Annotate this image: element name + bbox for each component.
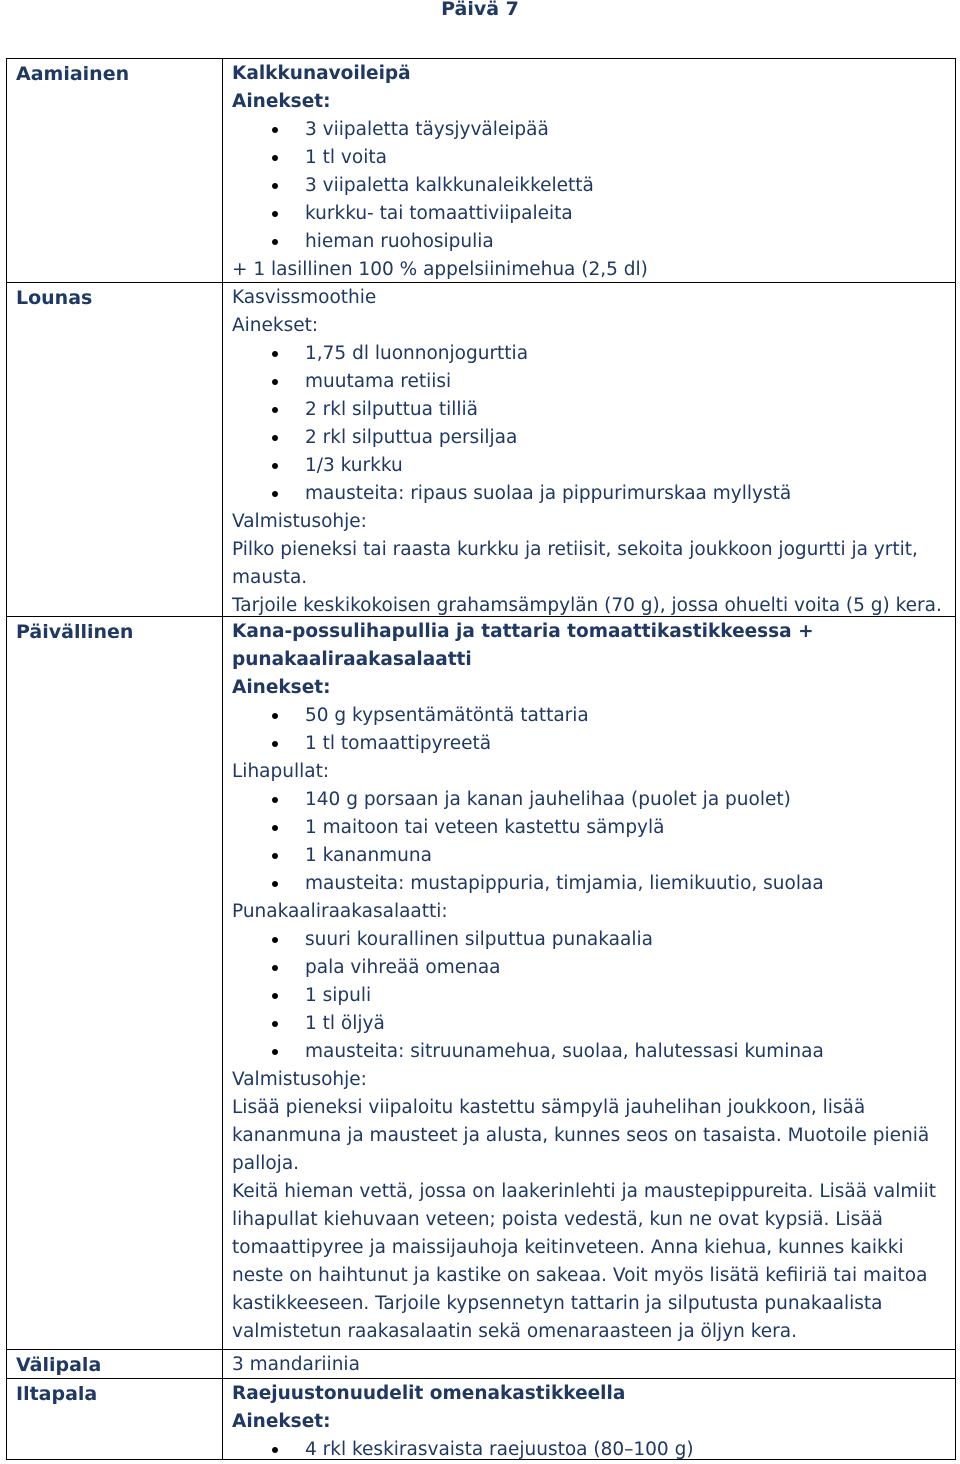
bullet-icon <box>272 407 278 413</box>
instruction-line: kastikkeeseen. Tarjoile kypsennetyn tattarin ja silputusta punakaalista <box>232 1293 883 1314</box>
meal-label-lounas: Lounas <box>16 287 93 309</box>
bullet-icon <box>272 351 278 357</box>
ingredient-list <box>232 116 948 256</box>
list-item: pala vihreää omenaa <box>232 954 948 982</box>
bullet-icon <box>272 239 278 245</box>
iltapala-content <box>232 1380 948 1464</box>
dish-title: Kalkkunavoileipä <box>232 63 411 84</box>
instruction-line: Lisää pieneksi viipaloitu kastettu sämpylä jauhelihan joukkoon, lisää <box>232 1097 866 1118</box>
list-item: hieman ruohosipulia <box>232 228 948 256</box>
ingredients-heading: Ainekset: <box>232 677 331 698</box>
meal-label-iltapala: Iltapala <box>16 1383 98 1405</box>
dish-title: Raejuustonuudelit omenakastikkeella <box>232 1383 626 1404</box>
instruction-line: Pilko pieneksi tai raasta kurkku ja retiisit, sekoita joukkoon jogurtti ja yrtit, <box>232 539 918 560</box>
dish-title: Kasvissmoothie <box>232 287 377 308</box>
list-item: mausteita: mustapippuria, timjamia, liemikuutio, suolaa <box>232 870 948 898</box>
bullet-icon <box>272 435 278 441</box>
ingredients-heading: Ainekset: <box>232 91 331 112</box>
list-item: 1 kananmuna <box>232 842 948 870</box>
instruction-line: Tarjoile keskikokoisen grahamsämpylän (70 g), jossa ohuelti voita (5 g) kera. <box>232 595 942 616</box>
salad-heading: Punakaaliraakasalaatti: <box>232 901 448 922</box>
instruction-line: tomaattipyree ja maissijauhoja keitinveteen. Anna kiehua, kunnes kaikki <box>232 1237 904 1258</box>
bullet-icon <box>272 797 278 803</box>
bullet-icon <box>272 183 278 189</box>
bullet-icon <box>272 741 278 747</box>
list-item: mausteita: sitruunamehua, suolaa, halutessasi kuminaa <box>232 1038 948 1066</box>
extra-drink: + 1 lasillinen 100 % appelsiinimehua (2,5 dl) <box>232 259 648 280</box>
dish-title-cont: punakaaliraakasalaatti <box>232 649 472 670</box>
list-item: 1,75 dl luonnonjogurttia <box>232 340 948 368</box>
instruction-line: neste on haihtunut ja kastike on sakeaa. Voit myös lisätä kefiiriä tai maitoa <box>232 1265 928 1286</box>
list-item: 2 rkl silputtua persiljaa <box>232 424 948 452</box>
aamiainen-content <box>232 60 948 284</box>
list-item: mausteita: ripaus suolaa ja pippurimurskaa myllystä <box>232 480 948 508</box>
bullet-icon <box>272 713 278 719</box>
row-divider <box>6 1349 956 1350</box>
meatballs-heading: Lihapullat: <box>232 761 330 782</box>
instruction-line: palloja. <box>232 1153 300 1174</box>
bullet-icon <box>272 491 278 497</box>
list-item: 1/3 kurkku <box>232 452 948 480</box>
list-item: muutama retiisi <box>232 368 948 396</box>
page-title: Päivä 7 <box>441 0 519 20</box>
list-item: 2 rkl silputtua tilliä <box>232 396 948 424</box>
bullet-icon <box>272 1021 278 1027</box>
instruction-line: mausta. <box>232 567 308 588</box>
instruction-line: Keitä hieman vettä, jossa on laakerinlehti ja maustepippureita. Lisää valmiit <box>232 1181 936 1202</box>
list-item: suuri kourallinen silputtua punakaalia <box>232 926 948 954</box>
meatball-list <box>232 786 948 898</box>
meal-label-aamiainen: Aamiainen <box>16 63 130 85</box>
instruction-line: valmistetun raakasalaatin sekä omenaraasteen ja öljyn kera. <box>232 1321 797 1342</box>
ingredient-list <box>232 1436 948 1464</box>
list-item: 1 maitoon tai veteen kastettu sämpylä <box>232 814 948 842</box>
bullet-icon <box>272 1447 278 1453</box>
ingredients-heading: Ainekset: <box>232 1411 331 1432</box>
meal-label-paivallinen: Päivällinen <box>16 621 134 643</box>
valipala-content <box>232 1351 948 1379</box>
bullet-icon <box>272 155 278 161</box>
instructions-heading: Valmistusohje: <box>232 511 367 532</box>
salad-list <box>232 926 948 1066</box>
bullet-icon <box>272 853 278 859</box>
column-divider <box>222 58 223 1460</box>
list-item: 1 tl tomaattipyreetä <box>232 730 948 758</box>
bullet-icon <box>272 127 278 133</box>
bullet-icon <box>272 881 278 887</box>
instructions-heading: Valmistusohje: <box>232 1069 367 1090</box>
list-item: 1 tl öljyä <box>232 1010 948 1038</box>
bullet-icon <box>272 993 278 999</box>
instruction-line: lihapullat kiehuvaan veteen; poista vedestä, kun ne ovat kypsiä. Lisää <box>232 1209 883 1230</box>
list-item: 4 rkl keskirasvaista raejuustoa (80–100 g) <box>232 1436 948 1464</box>
instruction-line: kananmuna ja mausteet ja alusta, kunnes seos on tasaista. Muotoile pieniä <box>232 1125 930 1146</box>
ingredient-list <box>232 702 948 758</box>
bullet-icon <box>272 825 278 831</box>
list-item: 1 sipuli <box>232 982 948 1010</box>
lounas-content <box>232 284 948 620</box>
snack-text: 3 mandariinia <box>232 1354 360 1375</box>
bullet-icon <box>272 211 278 217</box>
list-item: 3 viipaletta kalkkunaleikkelettä <box>232 172 948 200</box>
dish-title: Kana-possulihapullia ja tattaria tomaattikastikkeessa + <box>232 621 814 642</box>
ingredient-list <box>232 340 948 508</box>
bullet-icon <box>272 1049 278 1055</box>
bullet-icon <box>272 379 278 385</box>
ingredients-heading: Ainekset: <box>232 315 319 336</box>
bullet-icon <box>272 937 278 943</box>
list-item: 3 viipaletta täysjyväleipää <box>232 116 948 144</box>
list-item: 140 g porsaan ja kanan jauhelihaa (puolet ja puolet) <box>232 786 948 814</box>
meal-label-valipala: Välipala <box>16 1354 102 1376</box>
bullet-icon <box>272 463 278 469</box>
list-item: kurkku- tai tomaattiviipaleita <box>232 200 948 228</box>
list-item: 1 tl voita <box>232 144 948 172</box>
bullet-icon <box>272 965 278 971</box>
list-item: 50 g kypsentämätöntä tattaria <box>232 702 948 730</box>
paivallinen-content <box>232 618 948 1346</box>
